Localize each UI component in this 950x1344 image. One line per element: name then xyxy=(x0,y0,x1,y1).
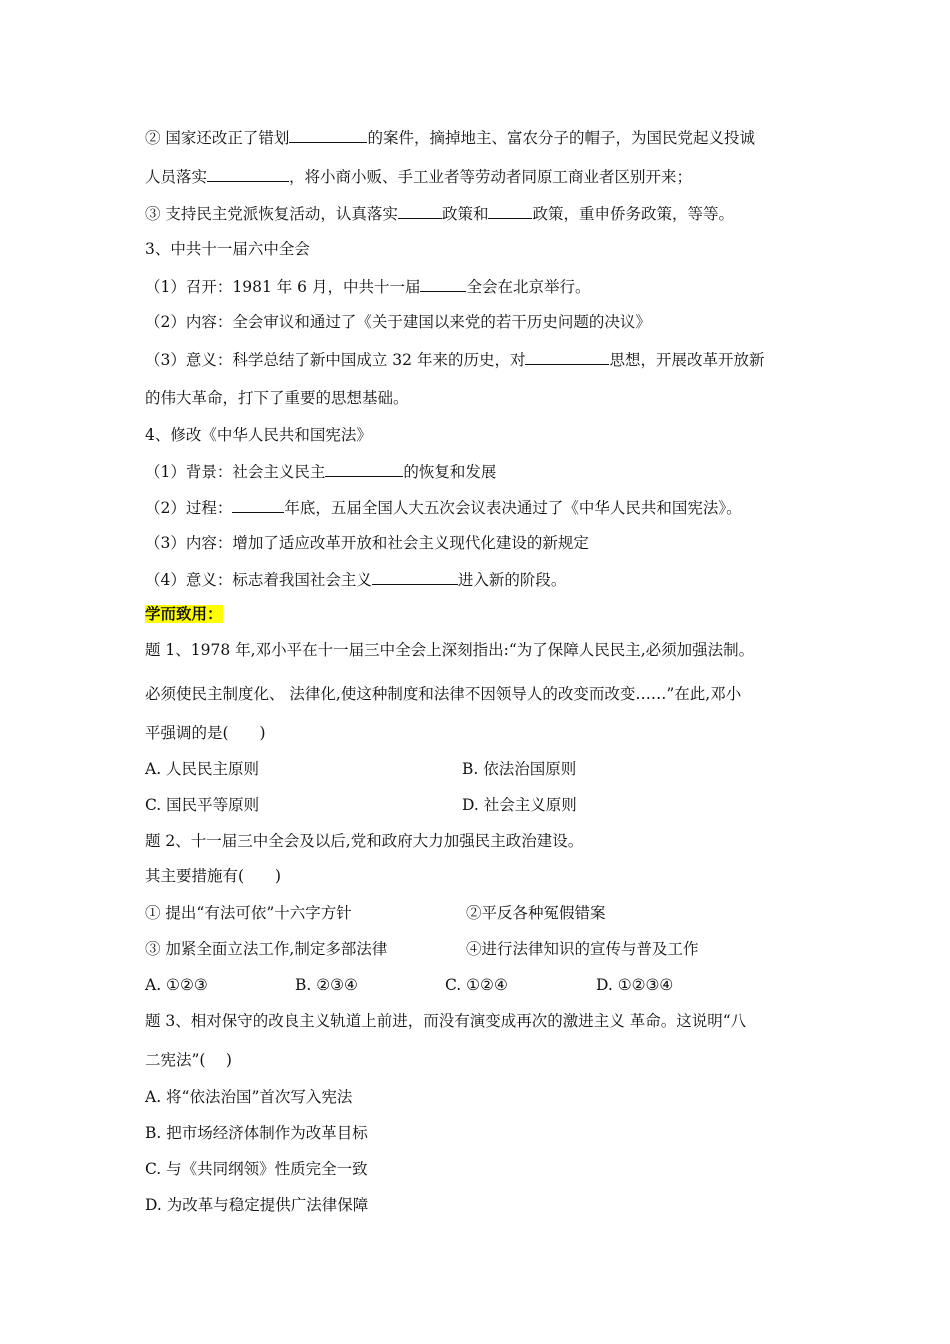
text-segment: 全会在北京举行。 xyxy=(466,278,591,296)
text-segment: 的案件，摘掉地主、富农分子的帽子，为国民党起义投诚 xyxy=(367,129,755,147)
question-1-option-d: D. 社会主义原则 xyxy=(462,796,577,814)
question-2-item-3: ③ 加紧全面立法工作,制定多部法律 xyxy=(145,940,388,958)
fill-blank xyxy=(525,349,609,365)
question-2-item-4: ④进行法律知识的宣传与普及工作 xyxy=(466,940,699,958)
question-3-line: 二宪法”( ) xyxy=(145,1051,232,1069)
question-2-line: 其主要措施有( ) xyxy=(145,867,282,885)
question-1-option-c: C. 国民平等原则 xyxy=(145,796,260,814)
fill-blank xyxy=(232,497,284,513)
heading-item-4: 4、修改《中华人民共和国宪法》 xyxy=(145,426,372,444)
text-segment: 政策和 xyxy=(441,205,489,223)
fill-blank xyxy=(398,203,442,219)
text-segment: （1）背景：社会主义民主 xyxy=(145,463,326,481)
question-2-option-a: A. ①②③ xyxy=(145,976,208,994)
question-2-item-1: ① 提出“有法可依”十六字方针 xyxy=(145,904,352,922)
text-line xyxy=(145,497,742,518)
text-line: 的伟大革命，打下了重要的思想基础。 xyxy=(145,389,409,407)
text-line: （2）内容：全会审议和通过了《关于建国以来党的若干历史问题的决议》 xyxy=(145,313,651,331)
question-3-option-d: D. 为改革与稳定提供广法律保障 xyxy=(145,1196,369,1214)
text-segment: 政策，重申侨务政策，等等。 xyxy=(532,205,734,223)
text-segment: ③ 支持民主党派恢复活动，认真落实 xyxy=(145,205,398,223)
question-2-item-2: ②平反各种冤假错案 xyxy=(466,904,606,922)
question-2-line: 题 2、十一届三中全会及以后,党和政府大力加强民主政治建设。 xyxy=(145,832,584,850)
question-1-option-b: B. 依法治国原则 xyxy=(462,760,577,778)
fill-blank xyxy=(372,569,458,585)
text-line xyxy=(145,349,764,370)
text-segment: （3）意义：科学总结了新中国成立 32 年来的历史，对 xyxy=(145,351,526,369)
text-line xyxy=(145,276,590,297)
question-1-option-a: A. 人民民主原则 xyxy=(145,760,260,778)
text-line: （3）内容：增加了适应改革开放和社会主义现代化建设的新规定 xyxy=(145,534,589,552)
question-3-line: 题 3、相对保守的改良主义轨道上前进，而没有演变成再次的激进主义 革命。这说明“八 xyxy=(145,1012,747,1030)
text-line xyxy=(145,203,734,224)
question-3-option-c: C. 与《共同纲领》性质完全一致 xyxy=(145,1160,368,1178)
question-3-option-b: B. 把市场经济体制作为改革目标 xyxy=(145,1124,368,1142)
fill-blank xyxy=(207,166,289,182)
question-2-option-b: B. ②③④ xyxy=(295,976,358,994)
text-segment: 的恢复和发展 xyxy=(403,463,497,481)
question-3-option-a: A. 将“依法治国”首次写入宪法 xyxy=(145,1088,353,1106)
text-segment: 思想，开展改革开放新 xyxy=(609,351,765,369)
question-1-line: 题 1、1978 年,邓小平在十一届三中全会上深刻指出:“为了保障人民民主,必须加强法制。 xyxy=(145,641,755,659)
fill-blank xyxy=(420,276,466,292)
text-segment: ，将小商小贩、手工业者等劳动者同原工商业者区别开来； xyxy=(289,168,693,186)
text-line xyxy=(145,166,692,187)
question-2-option-d: D. ①②③④ xyxy=(596,976,674,994)
text-segment: 人员落实 xyxy=(145,168,208,186)
text-segment: 年底，五届全国人大五次会议表决通过了《中华人民共和国宪法》。 xyxy=(284,499,742,517)
question-1-line: 平强调的是( ) xyxy=(145,724,266,742)
question-1-line: 必须使民主制度化、 法律化,使这种制度和法律不因领导人的改变而改变……”在此,邓小 xyxy=(145,685,742,703)
question-2-option-c: C. ①②④ xyxy=(445,976,508,994)
text-segment: 进入新的阶段。 xyxy=(457,571,567,589)
text-segment: ② 国家还改正了错划 xyxy=(145,129,290,147)
text-segment: （1）召开：1981 年 6 月，中共十一届 xyxy=(145,278,421,296)
fill-blank xyxy=(289,127,367,143)
section-heading-label: 学而致用： xyxy=(145,605,223,623)
fill-blank xyxy=(488,203,532,219)
fill-blank xyxy=(325,461,403,477)
text-line xyxy=(145,127,755,148)
text-line xyxy=(145,461,496,482)
text-segment: （2）过程： xyxy=(145,499,233,517)
heading-item-3: 3、中共十一届六中全会 xyxy=(145,240,310,258)
text-segment: （4）意义：标志着我国社会主义 xyxy=(145,571,372,589)
text-line xyxy=(145,569,566,590)
section-heading xyxy=(145,604,223,624)
